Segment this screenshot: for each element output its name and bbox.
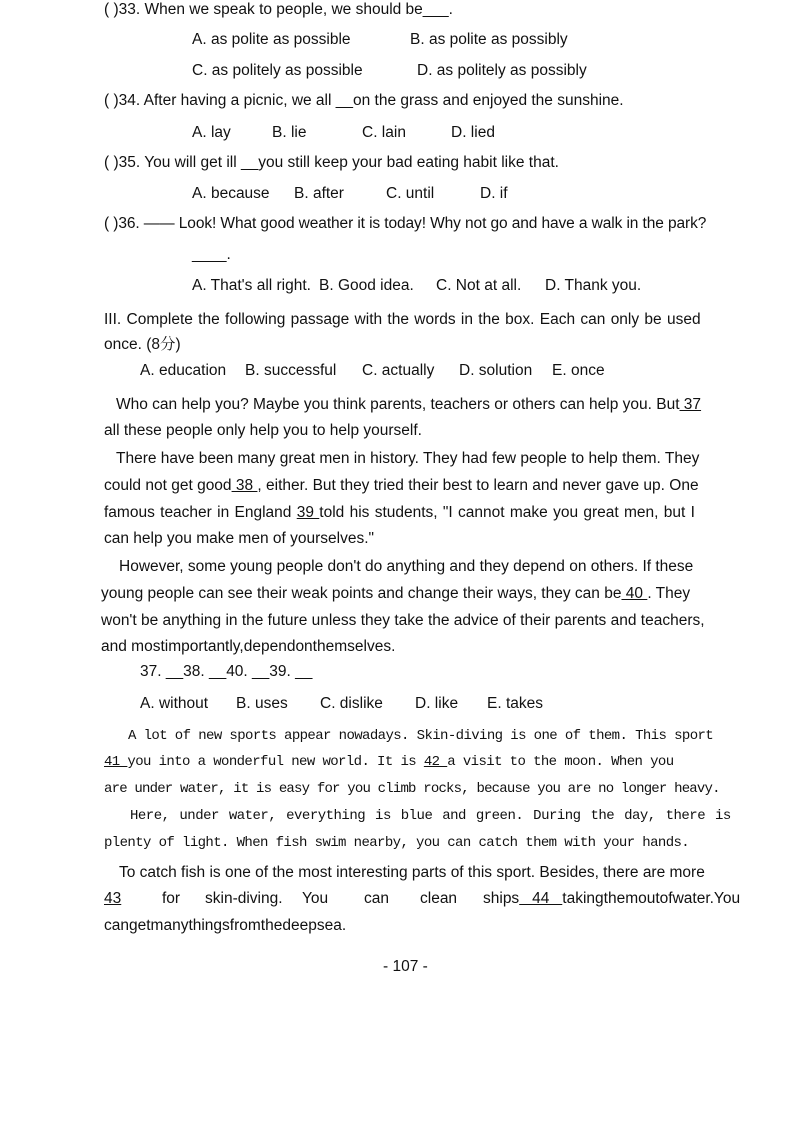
passage-4-line-1: A lot of new sports appear nowadays. Skin-diving is one of them. This sport xyxy=(128,728,714,744)
q33-option-a: A. as polite as possible xyxy=(192,31,351,48)
passage-2-line-1: There have been many great men in history. They had few people to help them. They xyxy=(116,450,700,467)
text: famous teacher in England xyxy=(104,504,292,521)
passage-4-line-5: plenty of light. When fish swim nearby, you can catch them with your hands. xyxy=(104,835,690,851)
question-35-stem: ( )35. You will get ill __you still keep your bad eating habit like that. xyxy=(104,154,559,171)
passage-3-line-1: However, some young people don't do anything and they depend on others. If these xyxy=(119,558,694,575)
q34-option-c: C. lain xyxy=(362,124,406,141)
section-3-instruction: III. Complete the following passage with the words in the box. Each can only be used xyxy=(104,311,701,328)
word-box-2-e: E. takes xyxy=(487,695,543,712)
passage-5-word xyxy=(483,889,740,909)
passage-2-line-3 xyxy=(104,503,695,523)
passage-3-line-2 xyxy=(101,584,690,604)
text: young people can see their weak points and change their ways, they can be xyxy=(101,585,622,602)
word-box-d: D. solution xyxy=(459,362,533,379)
question-34-stem: ( )34. After having a picnic, we all __on the grass and enjoyed the sunshine. xyxy=(104,92,624,109)
passage-5-line-2 xyxy=(104,889,121,909)
passage-5-word: can xyxy=(364,890,389,907)
passage-5-line-3: cangetmanythingsfromthedeepsea. xyxy=(104,917,347,934)
section-3-instruction-cont: once. (8分) xyxy=(104,336,181,353)
q33-option-d: D. as politely as possibly xyxy=(417,62,587,79)
q36-option-c: C. Not at all. xyxy=(436,277,522,294)
blank-41: 41 xyxy=(104,754,128,770)
word-box-b: B. successful xyxy=(245,362,337,379)
text: a visit to the moon. When you xyxy=(447,754,674,770)
blank-38: 38 xyxy=(231,477,258,494)
blank-43: 43 xyxy=(104,890,122,907)
question-36-response-blank: ____. xyxy=(192,246,231,263)
word-box-a: A. education xyxy=(140,362,227,379)
blank-44: 44 xyxy=(519,890,563,907)
blank-37: 37 xyxy=(679,396,702,413)
q36-option-a: A. That's all right. xyxy=(192,277,311,294)
blank-42: 42 xyxy=(423,754,448,770)
word-box-2-b: B. uses xyxy=(236,695,288,712)
question-33-stem: ( )33. When we speak to people, we should be___. xyxy=(104,1,453,18)
question-36-stem: ( )36. —— Look! What good weather it is today! Why not go and have a walk in the park? xyxy=(104,215,707,232)
passage-2-line-2 xyxy=(104,476,699,496)
passage-1-line-2: all these people only help you to help yourself. xyxy=(104,422,422,439)
q35-option-b: B. after xyxy=(294,185,344,202)
word-box-2-c: C. dislike xyxy=(320,695,383,712)
word-box-c: C. actually xyxy=(362,362,435,379)
q34-option-d: D. lied xyxy=(451,124,495,141)
text: Who can help you? Maybe you think parents, teachers or others can help you. But xyxy=(116,396,680,413)
word-box-2-a: A. without xyxy=(140,695,209,712)
word-box-e: E. once xyxy=(552,362,605,379)
passage-3-line-4: and mostimportantly,dependonthemselves. xyxy=(101,638,396,655)
passage-2-line-4: can help you make men of yourselves." xyxy=(104,530,375,547)
text: . They xyxy=(647,585,691,602)
passage-5-word: You xyxy=(302,890,329,907)
word-box-2-d: D. like xyxy=(415,695,459,712)
q34-option-b: B. lie xyxy=(272,124,307,141)
text: you into a wonderful new world. It is xyxy=(127,754,424,770)
q35-option-a: A. because xyxy=(192,185,270,202)
passage-5-word: for xyxy=(162,890,181,907)
blank-39: 39 xyxy=(296,504,320,521)
passage-4-line-2 xyxy=(104,752,674,772)
passage-1-line-1 xyxy=(116,395,701,415)
q35-option-c: C. until xyxy=(386,185,435,202)
blank-40: 40 xyxy=(621,585,648,602)
text: , either. But they tried their best to learn and never gave up. One xyxy=(257,477,699,494)
q34-option-a: A. lay xyxy=(192,124,231,141)
passage-4-line-3: are under water, it is easy for you climb rocks, because you are no longer heavy. xyxy=(104,781,720,797)
text: takingthemoutofwater.You xyxy=(562,890,741,907)
page-number: - 107 - xyxy=(383,958,428,975)
passage-3-line-3: won't be anything in the future unless they take the advice of their parents and teachers, xyxy=(101,612,705,629)
passage-5-line-1: To catch fish is one of the most interesting parts of this sport. Besides, there are more xyxy=(119,864,705,881)
text: told his students, "I cannot make you great men, but I xyxy=(319,504,695,521)
q36-option-d: D. Thank you. xyxy=(545,277,642,294)
text: ships xyxy=(483,890,520,907)
q33-option-b: B. as polite as possibly xyxy=(410,31,568,48)
q35-option-d: D. if xyxy=(480,185,508,202)
q33-option-c: C. as politely as possible xyxy=(192,62,363,79)
passage-4-line-4: Here, under water, everything is blue and green. During the day, there is xyxy=(130,808,731,824)
text: could not get good xyxy=(104,477,232,494)
passage-5-word: skin-diving. xyxy=(205,890,283,907)
passage-5-word: clean xyxy=(420,890,458,907)
q36-option-b: B. Good idea. xyxy=(319,277,414,294)
answer-line: 37. __38. __40. __39. __ xyxy=(140,663,313,680)
